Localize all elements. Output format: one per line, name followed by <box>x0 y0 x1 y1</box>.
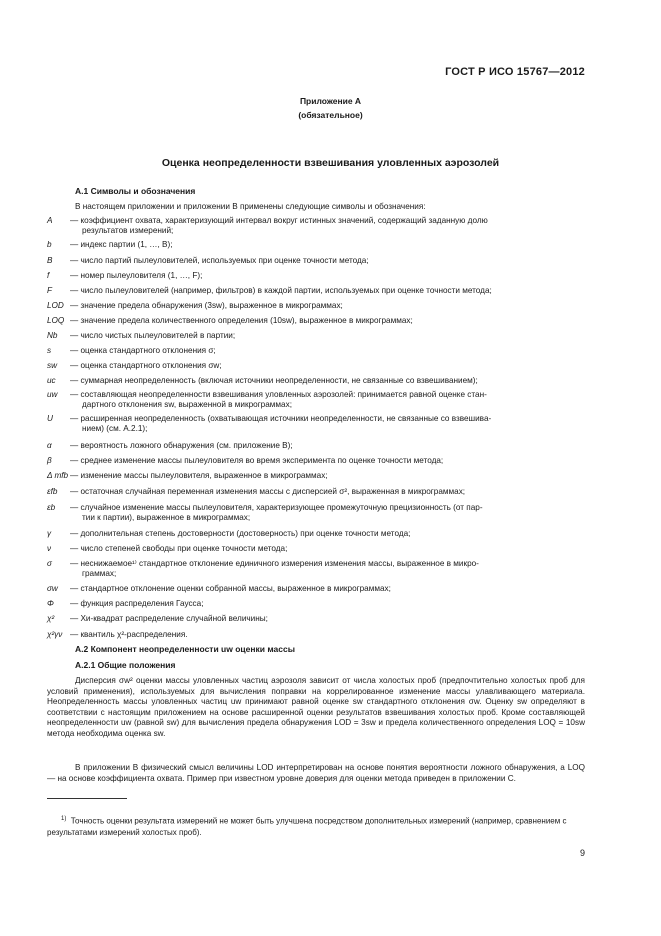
footnote-divider <box>47 798 127 799</box>
symbol-definition <box>70 559 585 580</box>
section-a1-heading: А.1 Символы и обозначения <box>75 186 196 196</box>
definition-text: — оценка стандартного отклонения σ; <box>70 346 216 355</box>
symbol-definition <box>70 390 585 411</box>
definition-continuation: результатов измерений; <box>82 226 174 236</box>
definition-text: — квантиль χ²-распределения. <box>70 630 188 639</box>
definition-continuation: нием) (см. А.2.1); <box>82 424 148 434</box>
symbol-definition <box>70 346 585 356</box>
symbol: uw <box>47 390 58 399</box>
symbol: LOQ <box>47 316 65 325</box>
definition-text: — функция распределения Гаусса; <box>70 599 204 608</box>
symbol-definition <box>70 599 585 609</box>
symbol-definition <box>70 584 585 594</box>
definition-text: — число партий пылеуловителей, используемых при оценке точности метода; <box>70 256 369 265</box>
page-number: 9 <box>579 848 585 858</box>
definition-text: — коэффициент охвата, характеризующий интервал вокруг истинных значений, содержащий заданную долю <box>70 216 488 225</box>
paragraph-1: Дисперсия σw² оценки массы уловленных частиц аэрозоля зависит от числа холостых проб (предпочтительно холостых проб для условий применения), используемых для вычисления поправки на коррелированное изменение массы улавливающего материала. Неопределенность массы уловленных частиц uw принимают равной оценке sw стандартного отклонения σw. Оценку sw определяют в соответствии с настоящим приложением на основе расширенной оценки результатов взвешивания холостых проб. Кроме составляющей неопределенности uw (равной sw) для вычисления предела обнаружения LOD = 3sw и предела количественного определения LOQ = 10sw метода необходима оценка sw. <box>47 676 585 738</box>
definition-text: — остаточная случайная переменная изменения массы с дисперсией σ², выраженная в микрограммах; <box>70 487 466 496</box>
symbol: σ <box>47 559 52 568</box>
footnote <box>47 814 585 838</box>
symbol: B <box>47 256 53 265</box>
symbol: A <box>47 216 53 225</box>
symbol-definition <box>70 216 585 237</box>
symbol-definition <box>70 301 585 311</box>
symbol-definition <box>70 414 585 435</box>
definition-text: — случайное изменение массы пылеуловителя, характеризующее промежуточную прецизионность (от пар- <box>70 503 483 512</box>
definition-text: — изменение массы пылеуловителя, выраженное в микрограммах; <box>70 471 328 480</box>
definition-text: — значение предела количественного определения (10sw), выраженное в микрограммах; <box>70 316 413 325</box>
definition-text: — составляющая неопределенности взвешивания уловленных аэрозолей: принимается равной оценке стан- <box>70 390 487 399</box>
symbol: β <box>47 456 52 465</box>
definition-continuation: дартного отклонения sw, выраженной в микрограммах; <box>82 400 292 410</box>
footnote-mark: 1) <box>61 816 67 822</box>
symbol-definition <box>70 630 585 640</box>
symbol-definition <box>70 529 585 539</box>
symbol-definition <box>70 544 585 554</box>
symbol: U <box>47 414 53 423</box>
symbol: α <box>47 441 52 450</box>
symbol: εfb <box>47 487 58 496</box>
symbol-definition <box>70 271 585 281</box>
section-a21-heading: А.2.1 Общие положения <box>75 660 176 670</box>
definition-text: — дополнительная степень достоверности (достоверность) при оценке точности метода; <box>70 529 411 538</box>
symbol: γ <box>47 529 52 538</box>
definition-text: — суммарная неопределенность (включая источники неопределенности, не связанные со взвешиванием); <box>70 376 478 385</box>
symbol: uc <box>47 376 56 385</box>
symbol: Φ <box>47 599 54 608</box>
symbol: εb <box>47 503 56 512</box>
symbol-definition <box>70 286 585 296</box>
symbol: s <box>47 346 52 355</box>
symbol-definition <box>70 456 585 466</box>
symbol-definition <box>70 240 585 250</box>
definition-text: — оценка стандартного отклонения σw; <box>70 361 222 370</box>
definition-text: — вероятность ложного обнаружения (см. приложение В); <box>70 441 293 450</box>
document-id: ГОСТ Р ИСО 15767—2012 <box>445 66 585 78</box>
symbol-definition <box>70 331 585 341</box>
definition-text: — номер пылеуловителя (1, …, F); <box>70 271 203 280</box>
symbol-definition <box>70 487 585 497</box>
appendix-status: (обязательное) <box>298 110 363 120</box>
symbol: ν <box>47 544 52 553</box>
definition-text: — Хи-квадрат распределение случайной величины; <box>70 614 268 623</box>
definition-text: — индекс партии (1, …, B); <box>70 240 173 249</box>
definition-text: — число степеней свободы при оценке точности метода; <box>70 544 288 553</box>
definition-text: — расширенная неопределенность (охватывающая источники неопределенности, не связанные со взвешива- <box>70 414 492 423</box>
section-a1-intro: В настоящем приложении и приложении В применены следующие символы и обозначения: <box>75 202 426 211</box>
symbol: Δ mfb <box>47 471 69 480</box>
main-title: Оценка неопределенности взвешивания уловленных аэрозолей <box>161 157 500 169</box>
symbol-definition <box>70 316 585 326</box>
definition-text: — стандартное отклонение оценки собранной массы, выраженное в микрограммах; <box>70 584 391 593</box>
symbol-definition <box>70 441 585 451</box>
definition-text: — среднее изменение массы пылеуловителя во время эксперимента по оценке точности метода; <box>70 456 444 465</box>
definition-continuation: граммах; <box>82 569 117 579</box>
footnote-text: Точность оценки результата измерений не может быть улучшена посредством дополнительных измерений (например, сравнением с результатами измерений холостых проб). <box>47 816 567 837</box>
section-a2-heading: А.2 Компонент неопределенности uw оценки массы <box>75 644 295 654</box>
symbol: LOD <box>47 301 64 310</box>
symbol: sw <box>47 361 58 370</box>
definition-continuation: тии к партии), выраженное в микрограммах; <box>82 513 251 523</box>
symbol-definition <box>70 614 585 624</box>
definition-text: — число пылеуловителей (например, фильтров) в каждой партии, используемых при оценке точности метода; <box>70 286 492 295</box>
symbol: f <box>47 271 50 280</box>
symbol: b <box>47 240 52 249</box>
symbol: Nb <box>47 331 58 340</box>
symbol: χ²γν <box>47 630 63 639</box>
symbol-definition <box>70 376 585 386</box>
appendix-title: Приложение А <box>299 96 362 106</box>
symbol-definition <box>70 256 585 266</box>
definition-text: — число чистых пылеуловителей в партии; <box>70 331 236 340</box>
symbol: σw <box>47 584 58 593</box>
definition-text: — неснижаемое¹⁾ стандартное отклонение единичного измерения изменения массы, выраженное в микро- <box>70 559 479 568</box>
symbol: χ² <box>47 614 55 623</box>
paragraph-2: В приложении В физический смысл величины LOD интерпретирован на основе понятия вероятности ложного обнаружения, а LOQ — на основе коэффициента охвата. Пример при известном уровне доверия для оценки метода приведен в приложении С. <box>47 763 585 783</box>
symbol: F <box>47 286 53 295</box>
symbol-definition <box>70 503 585 524</box>
definition-text: — значение предела обнаружения (3sw), выраженное в микрограммах; <box>70 301 343 310</box>
symbol-definition <box>70 471 585 481</box>
symbol-definition <box>70 361 585 371</box>
